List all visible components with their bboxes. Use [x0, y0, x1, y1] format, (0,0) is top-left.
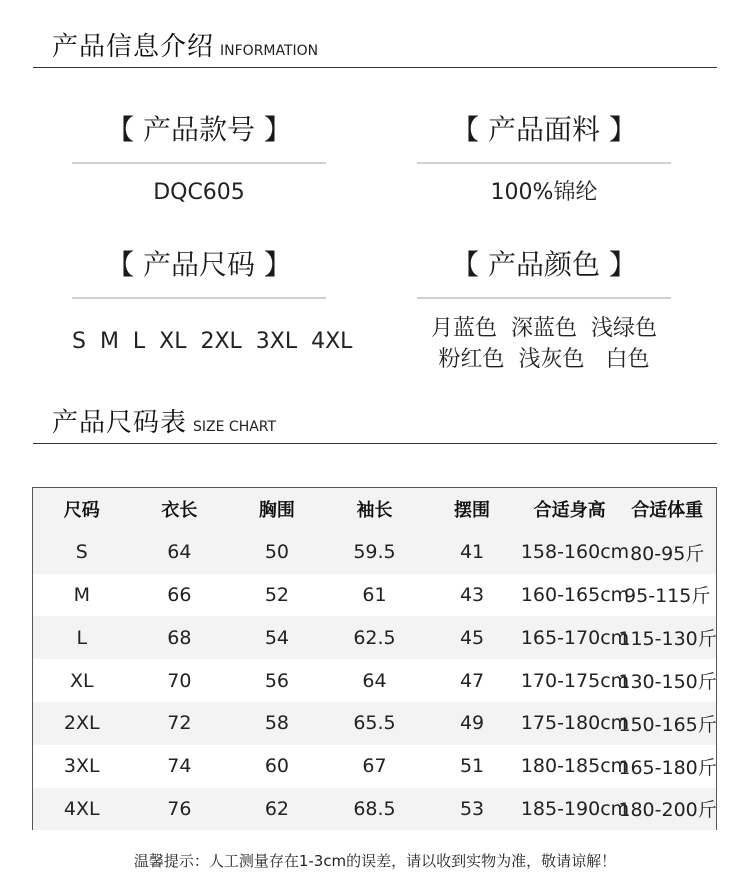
- table-cell: 62: [264, 797, 289, 820]
- table-cell: 60: [264, 755, 289, 778]
- table-cell: 52: [264, 583, 289, 606]
- table-cell: 41: [459, 541, 485, 564]
- table-cell: 72: [167, 712, 192, 735]
- info-title-en: INFORMATION: [220, 43, 319, 59]
- table-row: [33, 659, 716, 702]
- model-label: 【 产品款号 】: [106, 113, 292, 146]
- table-cell: 130-150斤: [618, 671, 717, 694]
- sizes-label: 【 产品尺码 】: [106, 248, 292, 281]
- table-cell: XL: [69, 669, 94, 692]
- sizes-value: S M L XL 2XL 3XL 4XL: [72, 329, 353, 354]
- fabric-label: 【 产品面料 】: [451, 113, 637, 146]
- table-cell: 150-165斤: [618, 713, 717, 736]
- table-cell: 68: [167, 626, 192, 649]
- table-row: [33, 574, 716, 617]
- table-cell: 45: [459, 626, 485, 649]
- table-cell: 54: [264, 626, 289, 649]
- table-header-cell: 摆围: [454, 500, 491, 522]
- info-section-title: [52, 26, 318, 63]
- table-cell: 47: [459, 669, 485, 692]
- table-cell: 180-185cm: [520, 755, 630, 778]
- info-section-rule: [33, 67, 717, 68]
- fabric-value: 100%锦纶: [490, 180, 598, 205]
- size-section-title: [52, 402, 276, 439]
- table-header-cell: 衣长: [161, 500, 198, 522]
- model-divider: [72, 162, 326, 164]
- size-chart-table: [32, 487, 717, 830]
- table-cell: 76: [167, 797, 192, 820]
- table-cell: 3XL: [63, 755, 100, 778]
- colors-block: [417, 245, 671, 375]
- colors-line-2: 粉红色 浅灰色 白色: [438, 347, 650, 372]
- table-cell: 70: [167, 669, 192, 692]
- colors-line-1: 月蓝色 深蓝色 浅绿色: [431, 316, 657, 341]
- table-cell: 61: [362, 583, 387, 606]
- sizes-block: [72, 245, 353, 357]
- table-cell: 50: [264, 541, 289, 564]
- table-cell: 66: [167, 583, 192, 606]
- table-cell: 115-130斤: [618, 628, 717, 651]
- fabric-block: [417, 110, 671, 208]
- table-cell: 59.5: [353, 541, 396, 564]
- table-cell: 160-165cm: [520, 583, 630, 606]
- model-value: DQC605: [153, 180, 245, 205]
- table-row: [33, 788, 716, 831]
- table-header-cell: 合适体重: [631, 500, 704, 522]
- table-cell: 165-180斤: [618, 756, 717, 779]
- table-cell: 67: [362, 755, 387, 778]
- info-title-zh: 产品信息介绍: [52, 32, 215, 62]
- table-header-cell: 合适身高: [533, 500, 606, 522]
- sizes-divider: [72, 297, 326, 299]
- table-row: [33, 702, 716, 745]
- table-cell: 74: [167, 755, 192, 778]
- table-cell: M: [73, 583, 90, 606]
- colors-label: 【 产品颜色 】: [451, 248, 637, 281]
- table-cell: 175-180cm: [520, 712, 630, 735]
- colors-value: [417, 313, 671, 375]
- table-cell: L: [76, 626, 88, 649]
- table-cell: 62.5: [353, 626, 396, 649]
- size-title-en: SIZE CHART: [193, 419, 277, 435]
- table-cell: 51: [459, 755, 485, 778]
- table-row: [33, 745, 716, 788]
- table-cell: 80-95斤: [630, 542, 705, 565]
- table-header-cell: 袖长: [356, 500, 393, 522]
- footnote: 温馨提示：人工测量存在1-3cm的误差，请以收到实物为准，敬请谅解！: [133, 852, 617, 870]
- fabric-divider: [417, 162, 671, 164]
- table-row: [33, 531, 716, 574]
- table-cell: 170-175cm: [520, 669, 630, 692]
- colors-divider: [417, 297, 671, 299]
- table-cell: 56: [264, 669, 289, 692]
- table-cell: 158-160cm: [520, 541, 630, 564]
- table-cell: 180-200斤: [618, 799, 717, 822]
- table-cell: 64: [167, 541, 192, 564]
- table-cell: 53: [459, 797, 485, 820]
- size-section-rule: [33, 443, 717, 444]
- table-cell: 49: [459, 712, 485, 735]
- table-cell: S: [75, 541, 88, 564]
- table-cell: 165-170cm: [520, 626, 630, 649]
- table-row: [33, 616, 716, 659]
- table-header-cell: 尺码: [63, 500, 100, 522]
- table-cell: 95-115斤: [624, 585, 711, 608]
- size-title-zh: 产品尺码表: [52, 408, 188, 438]
- model-block: [72, 110, 326, 208]
- table-cell: 68.5: [353, 797, 396, 820]
- table-cell: 43: [459, 583, 485, 606]
- table-cell: 4XL: [63, 797, 100, 820]
- table-cell: 58: [264, 712, 289, 735]
- table-header-cell: 胸围: [258, 500, 295, 522]
- table-cell: 65.5: [353, 712, 396, 735]
- table-cell: 185-190cm: [520, 797, 630, 820]
- table-header-row: [33, 488, 716, 531]
- table-cell: 2XL: [63, 712, 100, 735]
- table-cell: 64: [362, 669, 387, 692]
